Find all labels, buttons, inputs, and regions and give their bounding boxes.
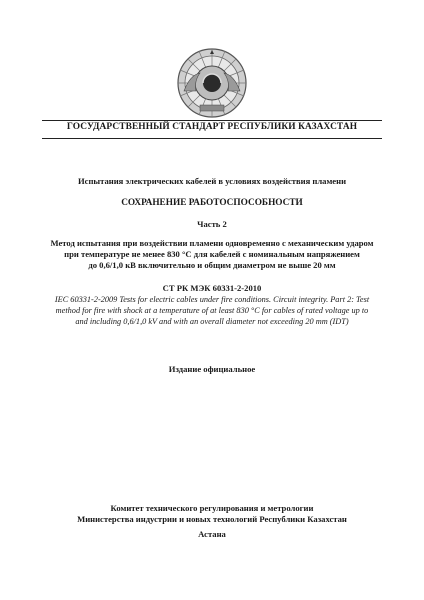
method-line: Метод испытания при воздействии пламени одновременно с механическим ударом [50, 238, 374, 248]
method-line: до 0,6/1,0 кВ включительно и общим диаметром не выше 20 мм [88, 260, 336, 271]
method-line: при температуре не менее 830 °С для кабелей с номинальным напряжением [64, 249, 360, 260]
header-rule-top [42, 120, 382, 121]
method-description [0, 238, 424, 272]
iec-line: and including 0,6/1,0 kV and with an overall diameter not exceeding 20 mm (IDT) [75, 317, 349, 327]
publisher-committee [0, 503, 424, 525]
document-title: Испытания электрических кабелей в условиях воздействия пламени [77, 176, 347, 186]
document-subtitle: СОХРАНЕНИЕ РАБОТОСПОСОБНОСТИ [121, 198, 303, 208]
committee-line: Министерства индустрии и новых технологий Республики Казахстан [77, 514, 347, 525]
iec-line: method for fire with shock at a temperature of at least 830 °C for cables of rated voltage up to [55, 306, 369, 316]
state-standard-heading: ГОСУДАРСТВЕННЫЙ СТАНДАРТ РЕСПУБЛИКИ КАЗАХСТАН [66, 122, 358, 132]
kazakhstan-state-emblem-icon [176, 47, 248, 119]
standard-id: СТ РК МЭК 60331-2-2010 [162, 283, 262, 293]
committee-line: Комитет технического регулирования и метрологии [110, 503, 314, 513]
document-part: Часть 2 [197, 219, 227, 229]
iec-reference [36, 294, 388, 328]
edition-label: Издание официальное [168, 364, 256, 374]
publication-city: Астана [198, 529, 226, 539]
iec-line: IEC 60331-2-2009 Tests for electric cables under fire conditions. Circuit integrity. Part 2: Test [54, 295, 370, 304]
header-rule-bottom [42, 138, 382, 139]
